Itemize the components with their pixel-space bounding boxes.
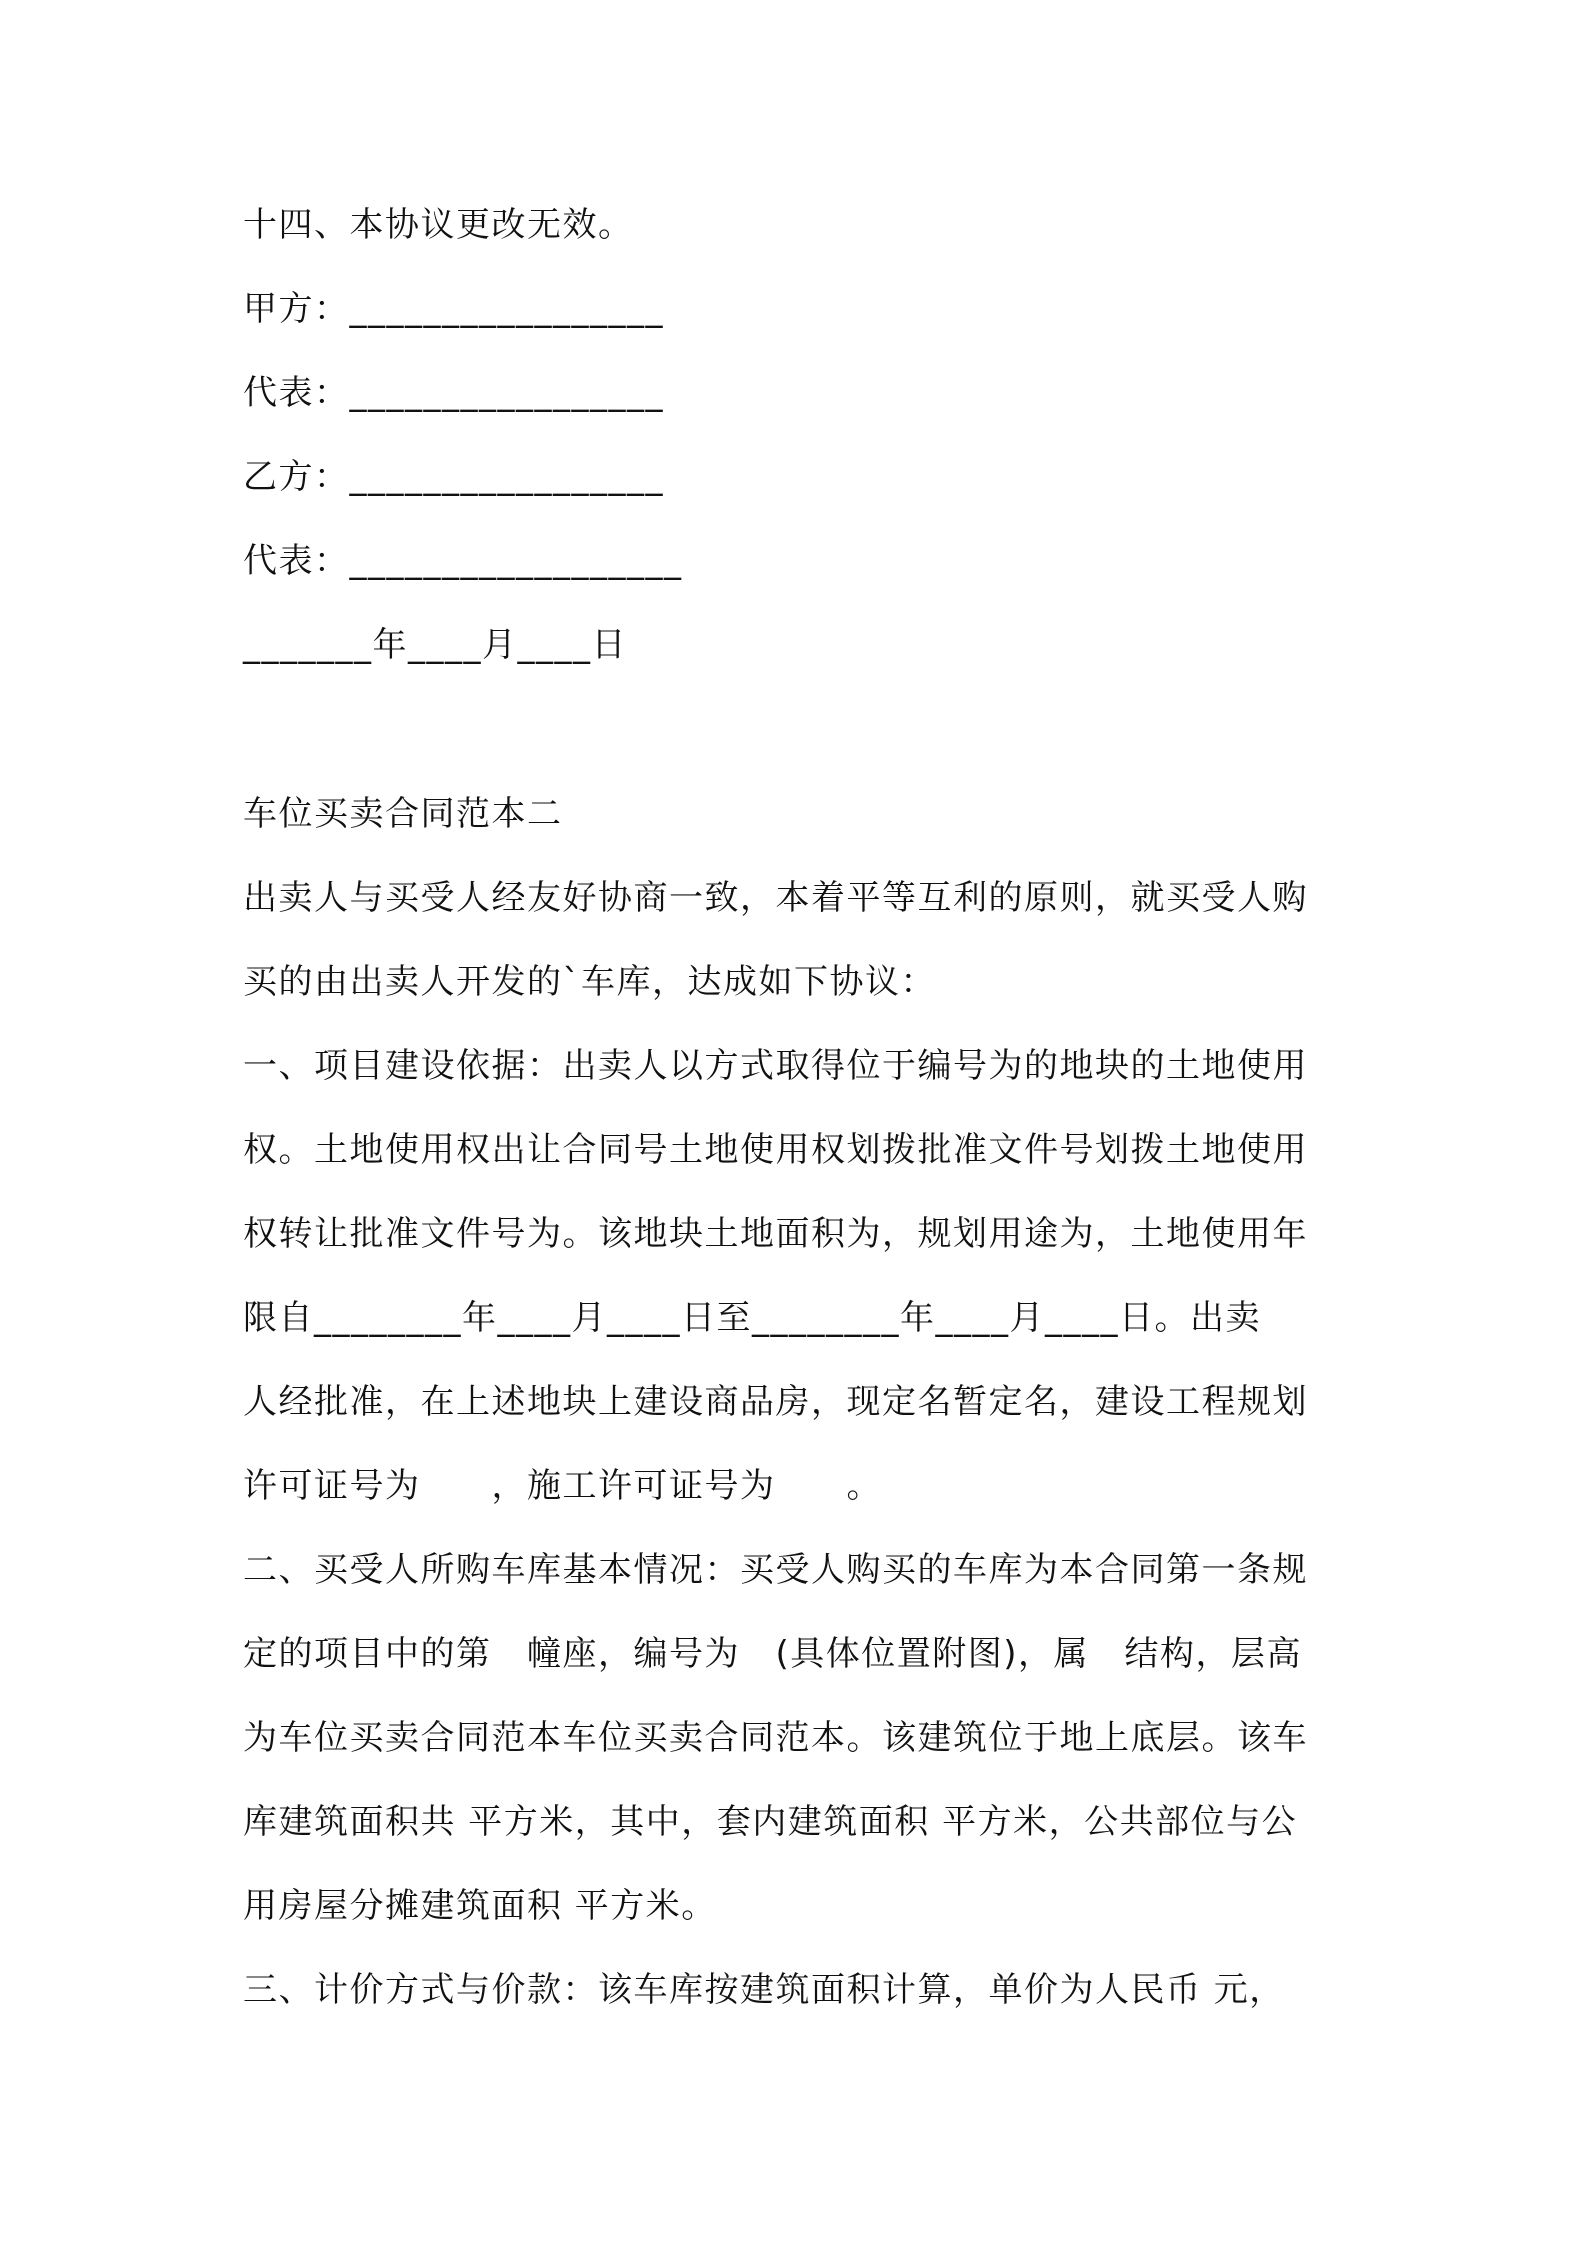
signature-blank: _________________ <box>349 289 664 329</box>
signature-party-a <box>243 289 664 329</box>
signature-blank: _________________ <box>349 373 664 413</box>
paragraph-line: 库建筑面积共 平方米，其中，套内建筑面积 平方米，公共部位与公 <box>243 1802 1298 1842</box>
date-blank-day: ____ <box>517 625 592 665</box>
signature-blank: _________________ <box>349 457 664 497</box>
date-month-label: 月 <box>482 625 518 665</box>
section-title: 车位买卖合同范本二 <box>243 794 563 834</box>
paragraph-line: 出卖人与买受人经友好协商一致，本着平等互利的原则，就买受人购 <box>243 878 1308 918</box>
paragraph-line: 一、项目建设依据：出卖人以方式取得位于编号为的地块的土地使用 <box>243 1046 1308 1086</box>
date-blank-year: _______ <box>243 625 373 665</box>
paragraph-line: 权。土地使用权出让合同号土地使用权划拨批准文件号划拨土地使用 <box>243 1130 1308 1170</box>
signature-representative-b <box>243 541 683 581</box>
signature-label: 代表： <box>243 541 350 581</box>
paragraph-line: 为车位买卖合同范本车位买卖合同范本。该建筑位于地上底层。该车 <box>243 1718 1308 1758</box>
clause-14: 十四、本协议更改无效。 <box>243 205 634 245</box>
paragraph-line: 权转让批准文件号为。该地块土地面积为，规划用途为，土地使用年 <box>243 1214 1308 1254</box>
date-blank-month: ____ <box>408 625 482 665</box>
paragraph-line: 定的项目中的第 幢座，编号为 (具体位置附图)，属 结构，层高 <box>243 1634 1303 1674</box>
date-line <box>243 625 627 665</box>
paragraph-line: 限自________年____月____日至________年____月____日。出卖 <box>243 1298 1261 1338</box>
signature-representative-a <box>243 373 664 413</box>
paragraph-line: 用房屋分摊建筑面积 平方米。 <box>243 1886 717 1926</box>
signature-label: 乙方： <box>243 457 350 497</box>
signature-label: 代表： <box>243 373 350 413</box>
signature-label: 甲方： <box>243 289 350 329</box>
paragraph-line: 人经批准，在上述地块上建设商品房，现定名暂定名，建设工程规划 <box>243 1382 1308 1422</box>
signature-blank: __________________ <box>349 541 683 581</box>
date-year-label: 年 <box>372 625 408 665</box>
signature-party-b <box>243 457 664 497</box>
paragraph-line: 买的由出卖人开发的`车库，达成如下协议： <box>243 962 936 1002</box>
paragraph-line: 三、计价方式与价款：该车库按建筑面积计算，单价为人民币 元， <box>243 1970 1285 2010</box>
paragraph-line: 许可证号为 ，施工许可证号为 。 <box>243 1466 882 1506</box>
date-day-label: 日 <box>591 625 627 665</box>
paragraph-line: 二、买受人所购车库基本情况：买受人购买的车库为本合同第一条规 <box>243 1550 1308 1590</box>
